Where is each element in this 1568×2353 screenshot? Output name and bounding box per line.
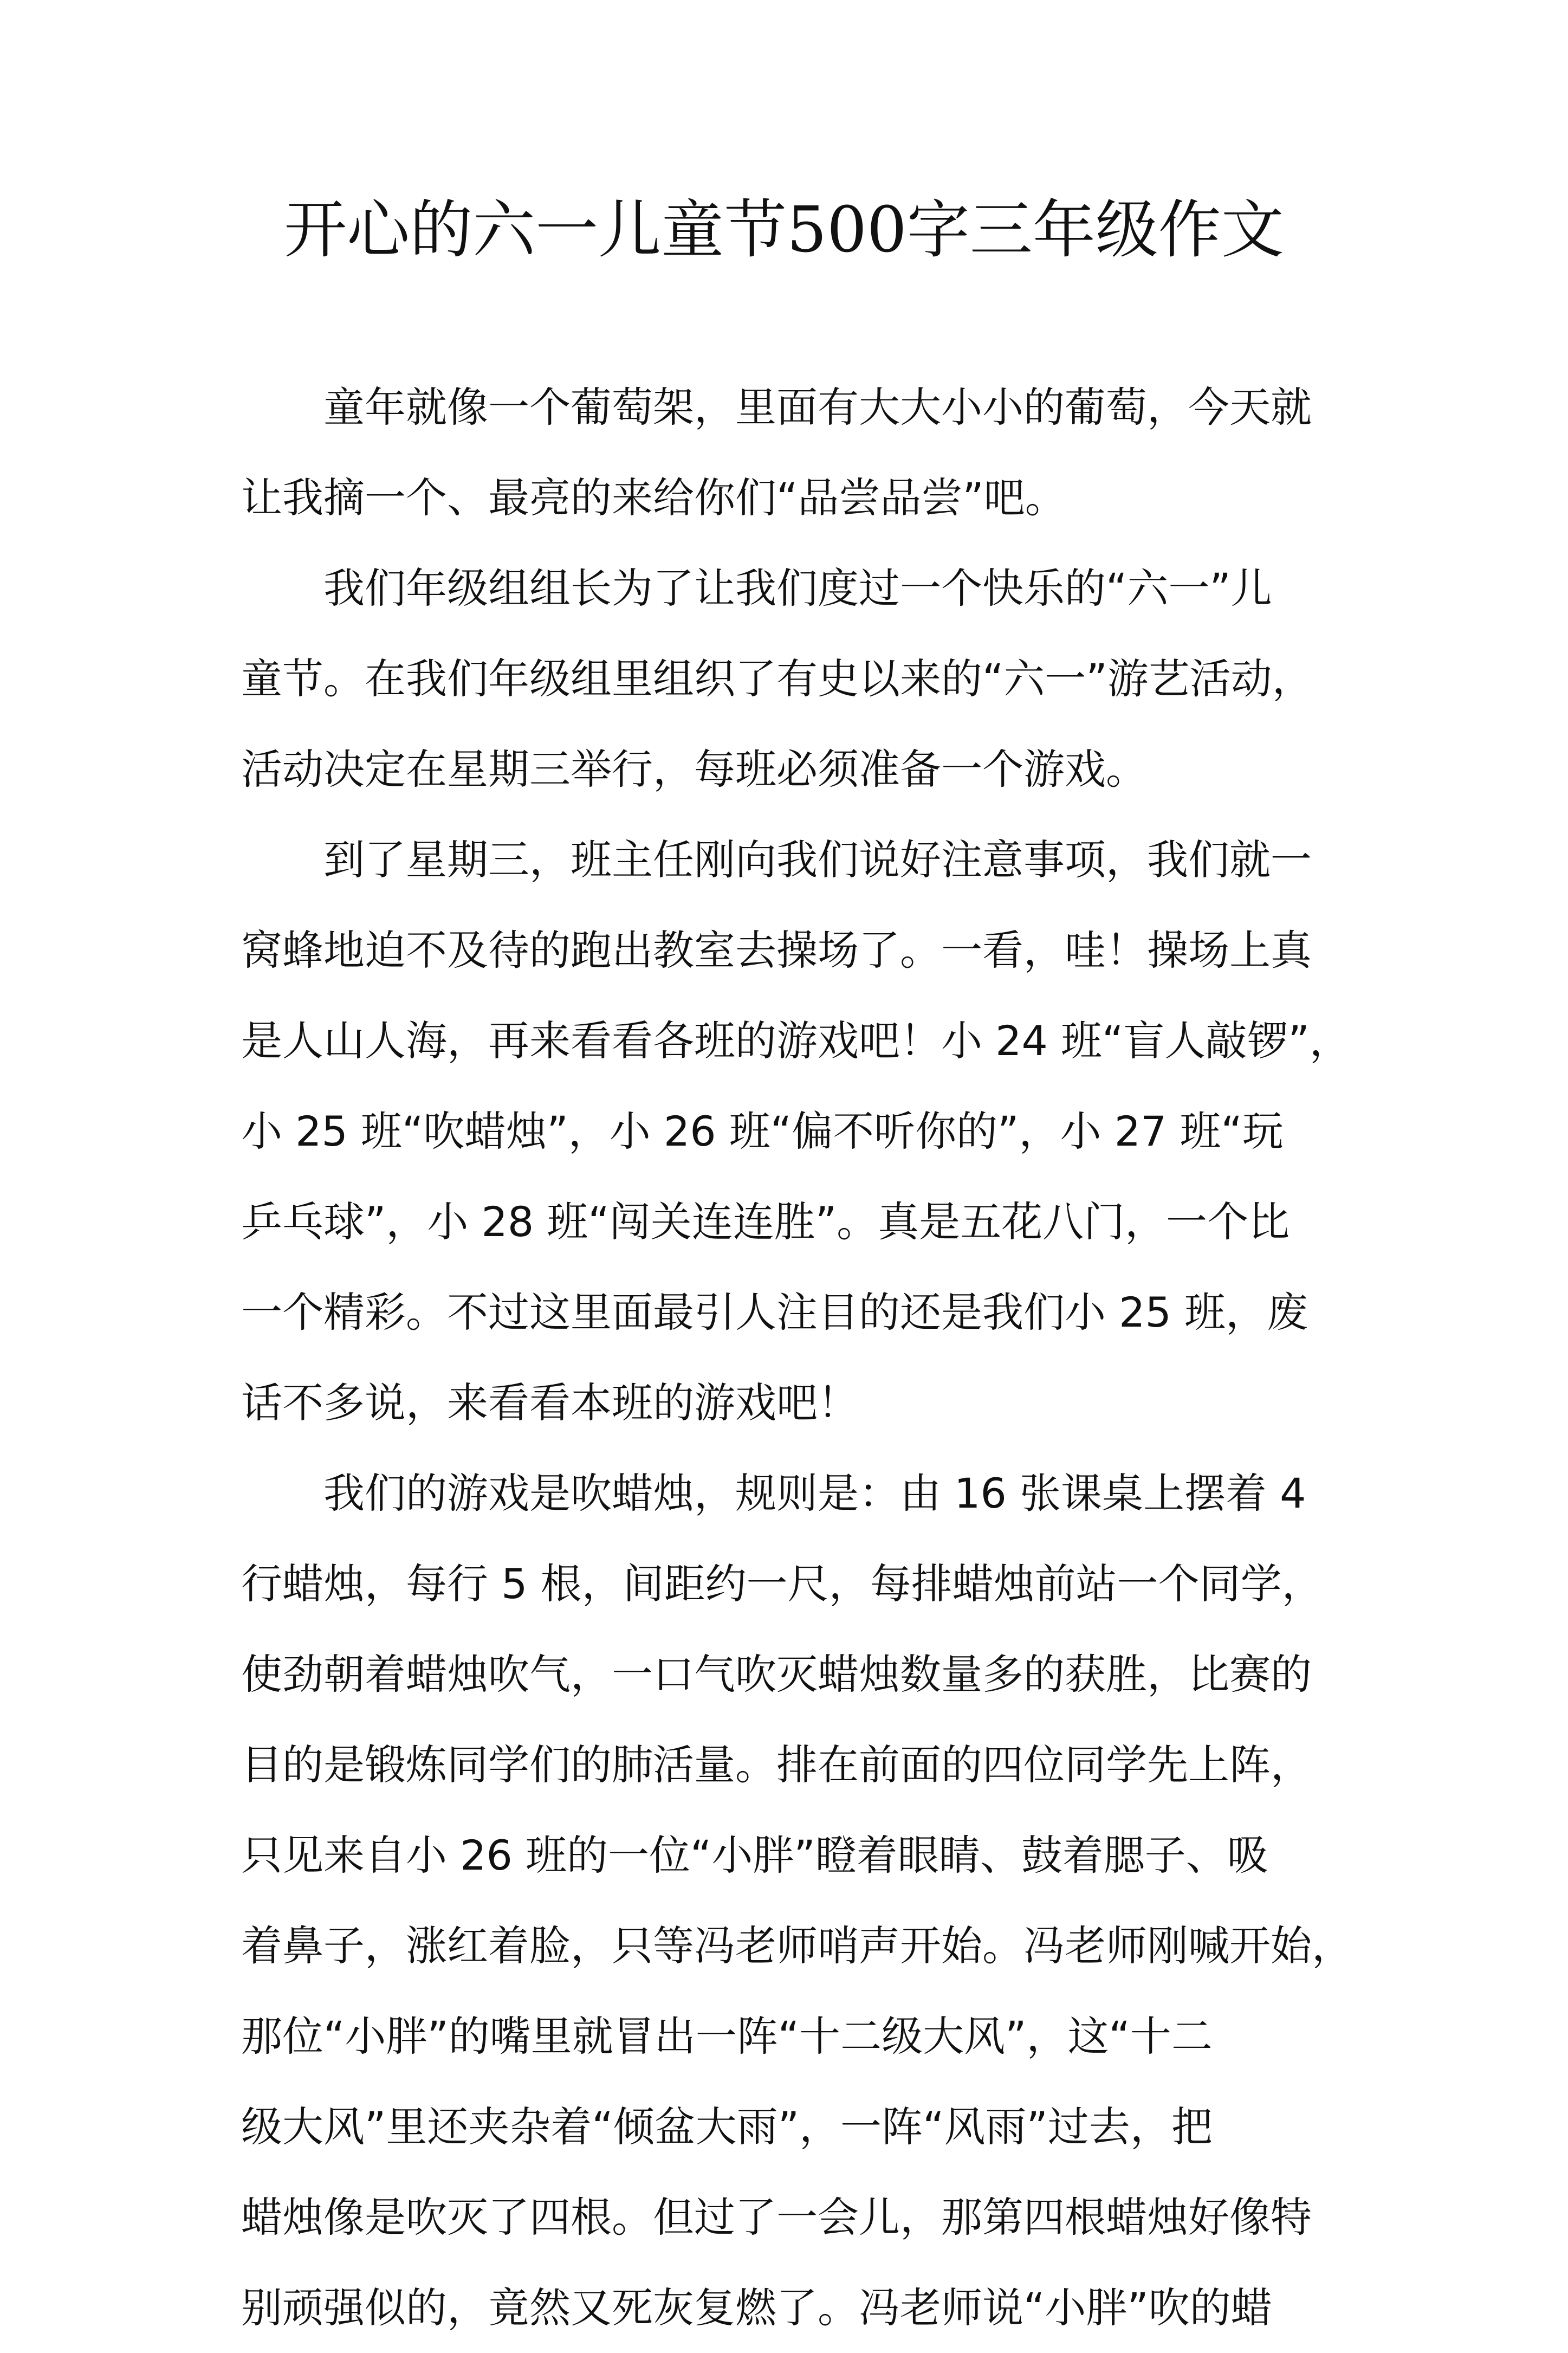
text-line: 我们年级组组长为了让我们度过一个快乐的“六一”儿 <box>323 564 1272 612</box>
text-line: 一个精彩。不过这里面最引人注目的还是我们小 25 班，废 <box>241 1288 1308 1336</box>
text-line: 别顽强似的，竟然又死灰复燃了。冯老师说“小胖”吹的蜡 <box>241 2284 1272 2332</box>
document-title: 开心的六一儿童节500字三年级作文 <box>284 193 1284 267</box>
text-line: 窝蜂地迫不及待的跑出教室去操场了。一看，哇！操场上真 <box>241 926 1312 974</box>
text-line: 童节。在我们年级组里组织了有史以来的“六一”游艺活动， <box>241 655 1313 703</box>
text-line: 着鼻子，涨红着脸，只等冯老师哨声开始。冯老师刚喊开始， <box>241 1922 1353 1970</box>
text-line: 乒乓球”，小 28 班“闯关连连胜”。真是五花八门，一个比 <box>241 1198 1290 1246</box>
text-line: 那位“小胖”的嘴里就冒出一阵“十二级大风”，这“十二 <box>241 2012 1213 2060</box>
text-line: 只见来自小 26 班的一位“小胖”瞪着眼睛、鼓着腮子、吸 <box>241 1831 1268 1879</box>
text-line: 童年就像一个葡萄架，里面有大大小小的葡萄，今天就 <box>323 383 1312 431</box>
paragraph <box>241 814 1351 1448</box>
paragraph <box>241 543 1346 814</box>
text-line: 让我摘一个、最亮的来给你们“品尝品尝”吧。 <box>241 474 1066 522</box>
text-line: 目的是锻炼同学们的肺活量。排在前面的四位同学先上阵， <box>241 1741 1312 1789</box>
text-line: 使劲朝着蜡烛吹气，一口气吹灭蜡烛数量多的获胜，比赛的 <box>241 1650 1312 1698</box>
text-line: 活动决定在星期三举行，每班必须准备一个游戏。 <box>241 745 1147 793</box>
text-line: 话不多说，来看看本班的游戏吧！ <box>241 1379 859 1427</box>
paragraph <box>241 362 1346 543</box>
text-line: 到了星期三，班主任刚向我们说好注意事项，我们就一 <box>323 836 1312 884</box>
text-line: 蜡烛像是吹灭了四根。但过了一会儿，那第四根蜡烛好像特 <box>241 2193 1312 2241</box>
text-line: 行蜡烛，每行 5 根，间距约一尺，每排蜡烛前站一个同学， <box>241 1560 1323 1608</box>
text-line: 我们的游戏是吹蜡烛，规则是：由 16 张课桌上摆着 4 <box>323 1469 1306 1517</box>
text-line: 是人山人海，再来看看各班的游戏吧！小 24 班“盲人敲锣”， <box>241 1017 1351 1065</box>
text-line: 级大风”里还夹杂着“倾盆大雨”，一阵“风雨”过去，把 <box>241 2103 1213 2151</box>
document-body <box>241 362 1353 2353</box>
paragraph <box>241 1448 1353 2353</box>
text-line: 小 25 班“吹蜡烛”，小 26 班“偏不听你的”，小 27 班“玩 <box>241 1107 1284 1155</box>
